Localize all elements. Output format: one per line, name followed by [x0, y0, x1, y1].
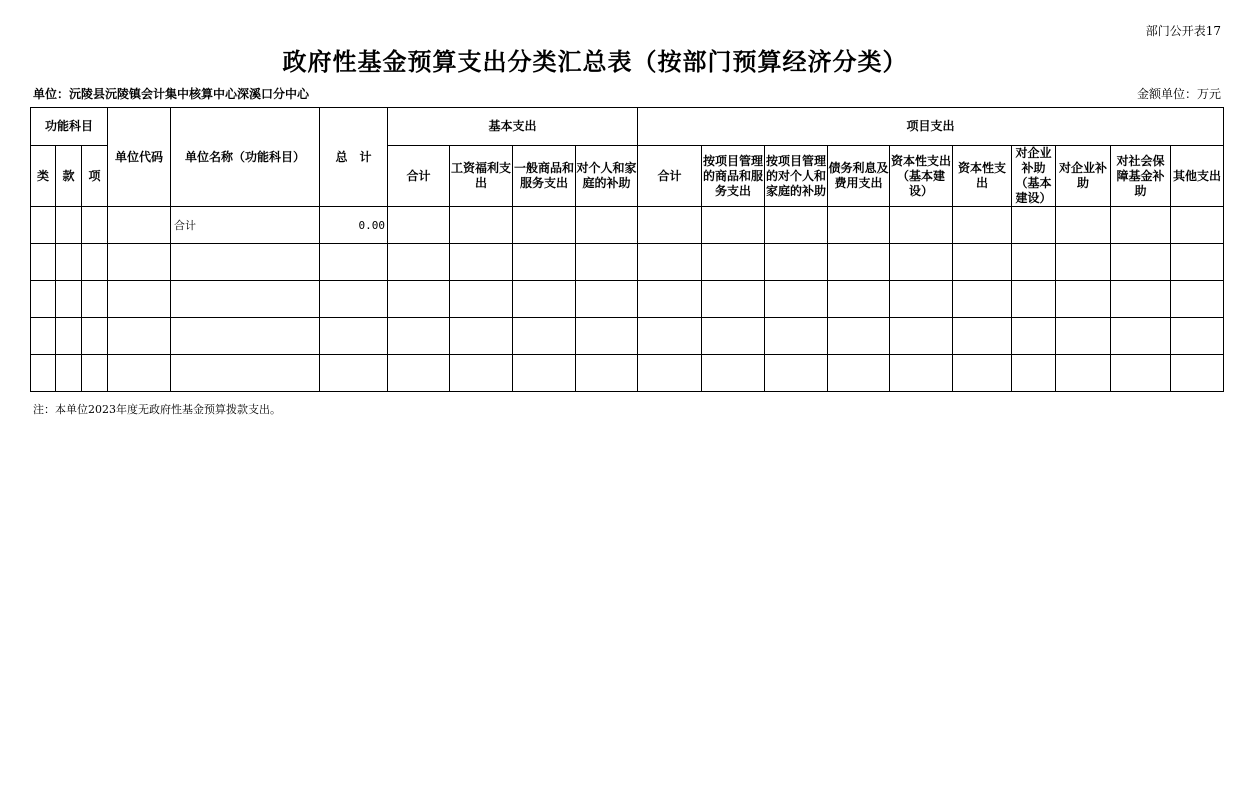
table-cell [31, 207, 56, 244]
total-cell [320, 244, 388, 281]
header-project-goods-services: 按项目管理的商品和服务支出 [702, 146, 765, 207]
table-cell [108, 207, 171, 244]
table-cell [576, 244, 638, 281]
total-cell: 0.00 [320, 207, 388, 244]
expenditure-table [30, 107, 1224, 392]
table-cell [513, 244, 576, 281]
header-project-expenditure: 项目支出 [638, 108, 1224, 146]
table-cell [638, 281, 702, 318]
table-cell [1111, 207, 1171, 244]
table-cell [576, 355, 638, 392]
header-debt-interest: 债务利息及费用支出 [828, 146, 890, 207]
table-cell [1111, 244, 1171, 281]
table-cell [953, 318, 1012, 355]
table-row [31, 281, 1224, 318]
table-row [31, 355, 1224, 392]
table-cell [1012, 244, 1056, 281]
header-func-subject: 功能科目 [31, 108, 108, 146]
header-unit-code: 单位代码 [108, 108, 171, 207]
table-cell [576, 318, 638, 355]
table-cell [1171, 281, 1224, 318]
table-cell [513, 207, 576, 244]
table-cell [388, 355, 450, 392]
total-cell [320, 318, 388, 355]
table-cell [1171, 244, 1224, 281]
table-cell [1012, 355, 1056, 392]
table-cell [108, 244, 171, 281]
header-basic-household-subsidy: 对个人和家庭的补助 [576, 146, 638, 207]
table-cell [638, 244, 702, 281]
table-cell [828, 244, 890, 281]
table-cell [82, 281, 108, 318]
table-cell [576, 207, 638, 244]
table-cell [82, 207, 108, 244]
table-cell [450, 207, 513, 244]
table-cell [1111, 318, 1171, 355]
header-capital-expenditure: 资本性支出 [953, 146, 1012, 207]
header-basic-salary: 工资福利支出 [450, 146, 513, 207]
table-cell [108, 355, 171, 392]
table-cell [828, 207, 890, 244]
table-cell [1012, 318, 1056, 355]
table-cell [1056, 207, 1111, 244]
table-cell [828, 355, 890, 392]
table-cell [890, 281, 953, 318]
table-cell [638, 355, 702, 392]
table-row [31, 318, 1224, 355]
table-cell [388, 281, 450, 318]
table-cell [56, 355, 82, 392]
unit-name-cell: 合计 [171, 207, 320, 244]
table-cell [56, 244, 82, 281]
unit-name-cell [171, 281, 320, 318]
table-cell [82, 318, 108, 355]
header-capital-infrastructure: 资本性支出（基本建设） [890, 146, 953, 207]
amount-unit: 金额单位：万元 [1136, 87, 1221, 101]
table-cell [1056, 281, 1111, 318]
report-title: 政府性基金预算支出分类汇总表（按部门预算经济分类） [282, 48, 908, 76]
table-cell [388, 318, 450, 355]
table-cell [702, 318, 765, 355]
table-cell [765, 281, 828, 318]
table-cell [702, 355, 765, 392]
table-cell [953, 355, 1012, 392]
table-cell [702, 244, 765, 281]
table-cell [576, 281, 638, 318]
table-cell [108, 318, 171, 355]
table-cell [82, 355, 108, 392]
table-cell [890, 244, 953, 281]
table-cell [31, 318, 56, 355]
header-enterprise-subsidy: 对企业补助 [1056, 146, 1111, 207]
table-cell [56, 207, 82, 244]
header-social-security-subsidy: 对社会保障基金补助 [1111, 146, 1171, 207]
header-other-expenditure: 其他支出 [1171, 146, 1224, 207]
table-cell [890, 207, 953, 244]
table-cell [953, 281, 1012, 318]
table-cell [828, 281, 890, 318]
unit-name-cell [171, 355, 320, 392]
table-row [31, 244, 1224, 281]
table-cell [953, 207, 1012, 244]
header-project-household-subsidy: 按项目管理的对个人和家庭的补助 [765, 146, 828, 207]
table-cell [1056, 355, 1111, 392]
table-cell [1012, 281, 1056, 318]
table-cell [450, 244, 513, 281]
header-enterprise-subsidy-infrastructure: 对企业补助（基本建设） [1012, 146, 1056, 207]
table-cell [56, 318, 82, 355]
table-cell [638, 207, 702, 244]
table-cell [1171, 355, 1224, 392]
table-cell [388, 244, 450, 281]
table-cell [828, 318, 890, 355]
table-note: 注：本单位2023年度无政府性基金预算拨款支出。 [33, 403, 281, 416]
table-cell [765, 207, 828, 244]
table-cell [450, 281, 513, 318]
table-cell [765, 318, 828, 355]
table-cell [513, 355, 576, 392]
table-cell [1171, 318, 1224, 355]
table-cell [450, 318, 513, 355]
table-cell [1171, 207, 1224, 244]
table-cell [765, 355, 828, 392]
table-cell [638, 318, 702, 355]
table-cell [82, 244, 108, 281]
header-basic-expenditure: 基本支出 [388, 108, 638, 146]
table-cell [108, 281, 171, 318]
table-cell [890, 318, 953, 355]
table-cell [1056, 318, 1111, 355]
table-cell [953, 244, 1012, 281]
table-cell [31, 281, 56, 318]
table-cell [31, 355, 56, 392]
table-cell [702, 207, 765, 244]
page-code: 部门公开表17 [1145, 24, 1221, 38]
header-basic-goods-services: 一般商品和服务支出 [513, 146, 576, 207]
table-cell [513, 281, 576, 318]
table-cell [513, 318, 576, 355]
header-project-subtotal: 合计 [638, 146, 702, 207]
table-cell [702, 281, 765, 318]
table-cell [388, 207, 450, 244]
table-cell [1012, 207, 1056, 244]
header-total: 总 计 [320, 108, 388, 207]
total-cell [320, 281, 388, 318]
header-kuan: 款 [56, 146, 82, 207]
total-cell [320, 355, 388, 392]
header-basic-subtotal: 合计 [388, 146, 450, 207]
unit-line: 单位：沅陵县沅陵镇会计集中核算中心深溪口分中心 [33, 87, 310, 101]
header-unit-name: 单位名称（功能科目） [171, 108, 320, 207]
table-cell [450, 355, 513, 392]
table-cell [1111, 355, 1171, 392]
unit-name-cell [171, 318, 320, 355]
table-cell [1056, 244, 1111, 281]
table-cell [765, 244, 828, 281]
table-cell [1111, 281, 1171, 318]
table-cell [56, 281, 82, 318]
unit-name-cell [171, 244, 320, 281]
table-cell [890, 355, 953, 392]
table-row [31, 207, 1224, 244]
table-cell [31, 244, 56, 281]
header-lei: 类 [31, 146, 56, 207]
header-xiang: 项 [82, 146, 108, 207]
